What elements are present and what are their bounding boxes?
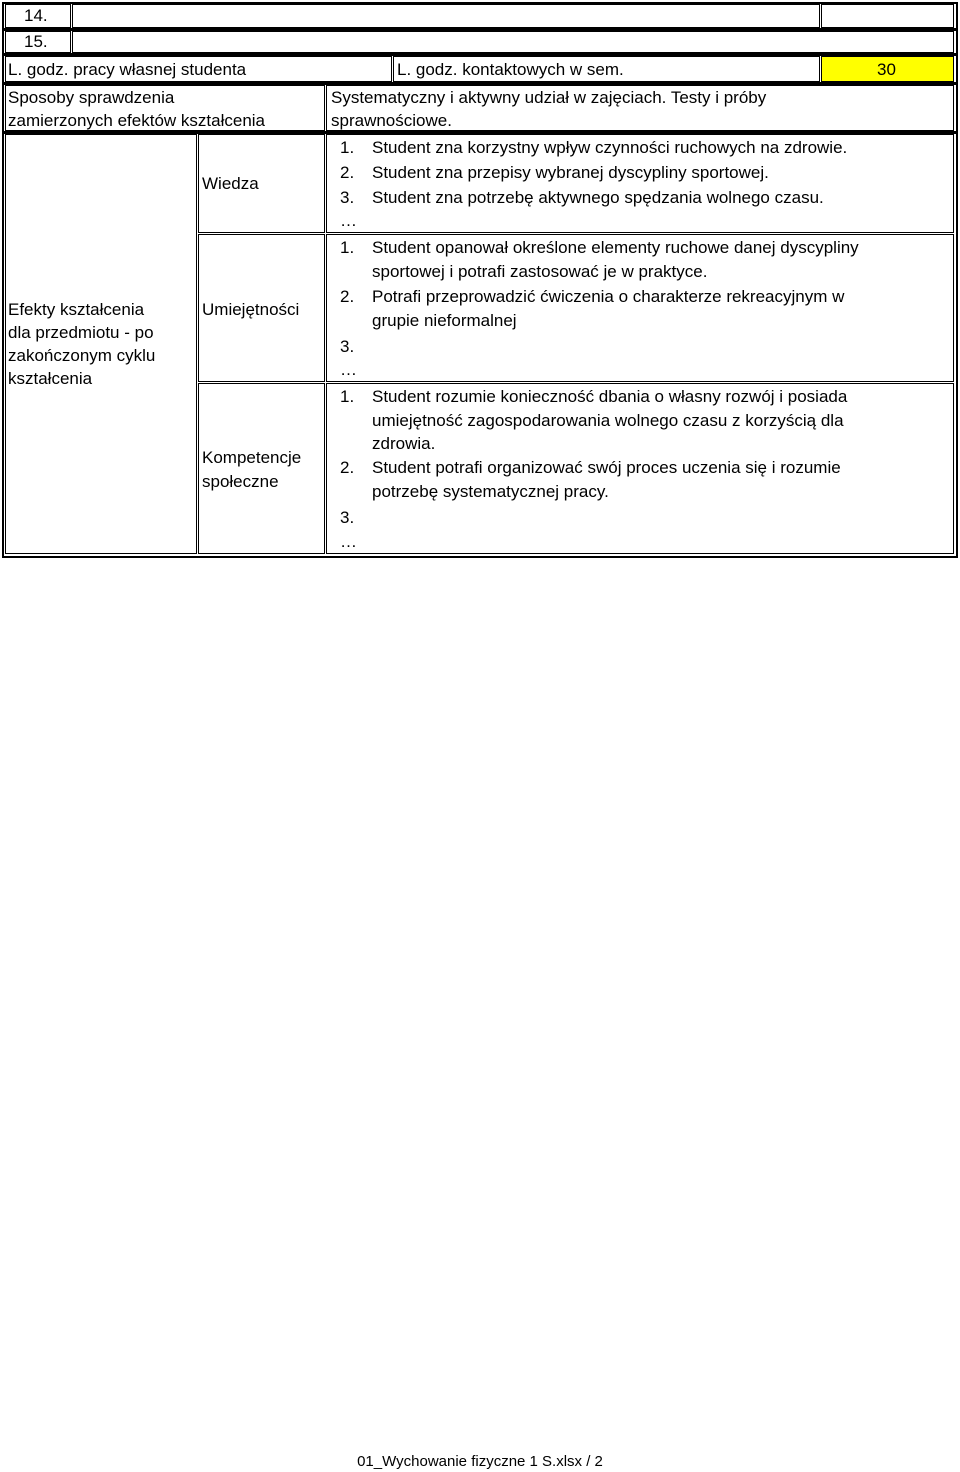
item-text-line2: sportowej i potrafi zastosować je w praktyce.: [372, 261, 708, 281]
item-number: 3.: [340, 508, 355, 527]
knowledge-label: Wiedza: [202, 174, 259, 193]
assessment-label-line1: Sposoby sprawdzenia: [8, 88, 175, 107]
item-text-line1: Student rozumie konieczność dbania o własny rozwój i posiada: [372, 387, 848, 406]
item-number: 3.: [340, 337, 355, 356]
item-number: 2.: [340, 458, 355, 477]
outcomes-label-line3: zakończonym cyklu: [8, 346, 156, 365]
contact-hours-label: L. godz. kontaktowych w sem.: [397, 60, 624, 79]
skills-ellipsis: …: [340, 360, 357, 379]
item-number: 1.: [340, 138, 355, 157]
competences-label-line2: społeczne: [202, 472, 279, 491]
knowledge-ellipsis: …: [340, 211, 357, 230]
assessment-value-line2: sprawnościowe.: [331, 111, 452, 130]
row-15-content-cell: [72, 31, 954, 53]
item-number: 2.: [340, 163, 355, 182]
item-text: Student zna potrzebę aktywnego spędzania wolnego czasu.: [372, 188, 824, 207]
competences-label-line1: Kompetencje: [202, 448, 302, 467]
item-text-line1: Potrafi przeprowadzić ćwiczenia o charakterze rekreacyjnym w: [372, 287, 845, 306]
outcomes-label-line4: kształcenia: [8, 369, 93, 388]
skills-label: Umiejętności: [202, 300, 300, 319]
page-footer: 01_Wychowanie fizyczne 1 S.xlsx / 2: [357, 1453, 603, 1470]
row-15-number: 15.: [24, 32, 48, 51]
contact-hours-value: 30: [877, 60, 896, 79]
item-number: 2.: [340, 287, 355, 306]
item-text-line2: umiejętność zagospodarowania wolnego czasu z korzyścią dla: [372, 410, 844, 430]
assessment-label-line2: zamierzonych efektów kształcenia: [8, 111, 266, 130]
row-14-content-cell: [72, 4, 820, 28]
assessment-value-line1: Systematyczny i aktywny udział w zajęciach. Testy i próby: [331, 88, 767, 107]
own-work-label: L. godz. pracy własnej studenta: [8, 60, 247, 79]
item-number: 3.: [340, 188, 355, 207]
item-text-line3: zdrowia.: [372, 434, 436, 453]
item-number: 1.: [340, 387, 355, 406]
outcomes-label-line2: dla przedmiotu - po: [8, 323, 154, 342]
item-number: 1.: [340, 238, 355, 257]
item-text-line1: Student potrafi organizować swój proces uczenia się i rozumie: [372, 458, 841, 477]
outcomes-label-line1: Efekty kształcenia: [8, 300, 145, 319]
row-14-number: 14.: [24, 6, 48, 25]
row-14-extra-cell: [821, 4, 954, 28]
item-text-line2: potrzebę systematycznej pracy.: [372, 481, 609, 501]
item-text: Student zna korzystny wpływ czynności ruchowych na zdrowie.: [372, 138, 848, 157]
item-text-line1: Student opanował określone elementy ruchowe danej dyscypliny: [372, 238, 859, 257]
item-text: Student zna przepisy wybranej dyscypliny sportowej.: [372, 163, 769, 182]
competences-ellipsis: …: [340, 532, 357, 551]
item-text-line2: grupie nieformalnej: [372, 310, 517, 330]
